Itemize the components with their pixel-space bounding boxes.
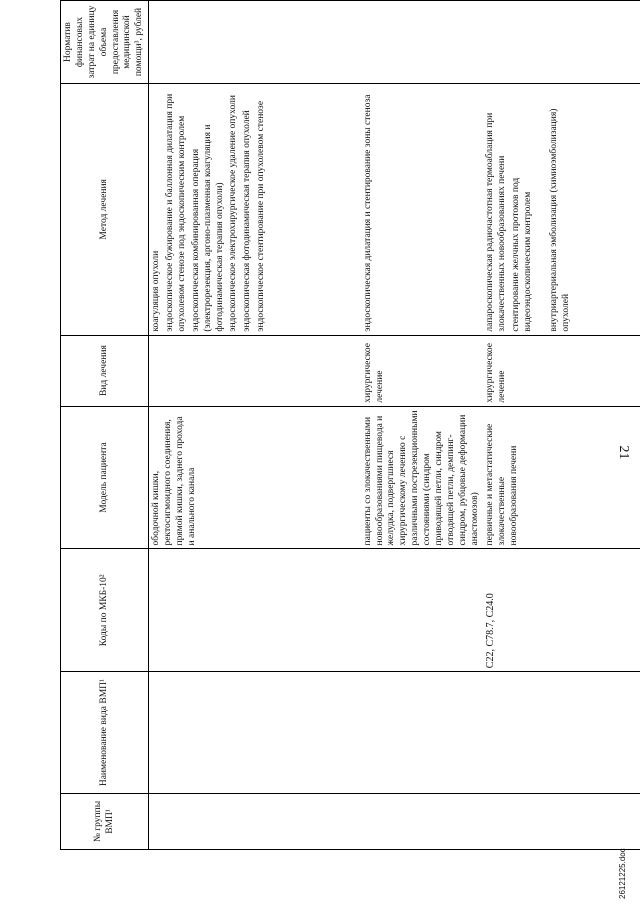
- model-cell: первичные и метастатические злокачественные новообразования печени: [483, 406, 640, 549]
- file-name: 26121225.doc: [618, 848, 627, 899]
- name-cell: [483, 672, 640, 794]
- norm-cell: [149, 1, 361, 84]
- method-item: внутриартериальная эмболизация (химиоэмболизация) опухолей: [548, 108, 571, 332]
- group-no-cell: [483, 794, 640, 850]
- table-row: [483, 1, 640, 850]
- method-item: лапароскопическая радиочастотная термоаблация при злокачественных новообразованиях печени: [485, 112, 508, 332]
- norm-cell: [483, 1, 640, 84]
- method-cell: [149, 84, 361, 336]
- header-name: Наименование вида ВМП¹: [61, 672, 149, 794]
- method-item: эндоскопическая фотодинамическая терапия опухолей: [242, 110, 253, 332]
- method-item: эндоскопическое бужирование и баллонная дилатация при опухолевом стенозе под эндоскопическим контролем: [165, 93, 187, 332]
- header-codes: Коды по МКБ-10²: [61, 549, 149, 672]
- header-treatment-type: Вид лечения: [61, 335, 149, 406]
- codes-cell: [149, 549, 361, 672]
- model-cell: пациенты со злокачественными новообразованиями пищевода и желудка, подвергшиеся хирургическому лечению с различными пострезекционными состояниями (синдром приводящей петли, синдром отводящей петли, демпинг-синдром, рубцовые деформации анастомозов): [361, 406, 484, 549]
- header-method: Метод лечения: [61, 84, 149, 336]
- codes-cell: C22, C78.7, C24.0: [483, 549, 640, 672]
- header-model: Модель пациента: [61, 406, 149, 549]
- method-item: эндоскопическое электрохирургическое удаление опухоли: [228, 95, 239, 332]
- name-cell: [149, 672, 361, 794]
- name-cell: [361, 672, 484, 794]
- method-cell: [361, 84, 484, 336]
- treatment-cell: [149, 335, 361, 406]
- model-cell: ободочной кишки, ректосигмоидного соединения, прямой кишки, заднего прохода и анального канала: [149, 406, 361, 549]
- method-cell: [483, 84, 640, 336]
- header-group-no: № группы ВМП¹: [61, 794, 149, 850]
- table-row: [149, 1, 361, 850]
- method-item: эндоскопическая дилатация и стентирование зоны стеноза: [362, 94, 373, 332]
- method-item: эндоскопическое стентирование при опухолевом стенозе: [256, 100, 267, 332]
- treatment-cell: хирургическое лечение: [361, 335, 484, 406]
- table-header-row: [61, 1, 149, 850]
- method-item: коагуляция опухоли: [151, 250, 162, 332]
- group-no-cell: [149, 794, 361, 850]
- method-item: эндоскопическая комбинированная операция (электрорезекция, аргоно-плазменная коагуляция и фотодинамическая терапия опухоли): [190, 124, 225, 332]
- header-norm: Норматив финансовых затрат на единицу объема предоставления медицинской помощи³, рублей: [61, 1, 149, 84]
- table-row: [361, 1, 484, 850]
- method-item: стентирование желчных протоков под видеоэндоскопическим контролем: [511, 177, 533, 332]
- treatment-cell: хирургическое лечение: [483, 335, 640, 406]
- codes-cell: [361, 549, 484, 672]
- norm-cell: [361, 1, 484, 84]
- page-number: 21: [616, 445, 631, 460]
- vmp-table: [60, 0, 640, 850]
- group-no-cell: [361, 794, 484, 850]
